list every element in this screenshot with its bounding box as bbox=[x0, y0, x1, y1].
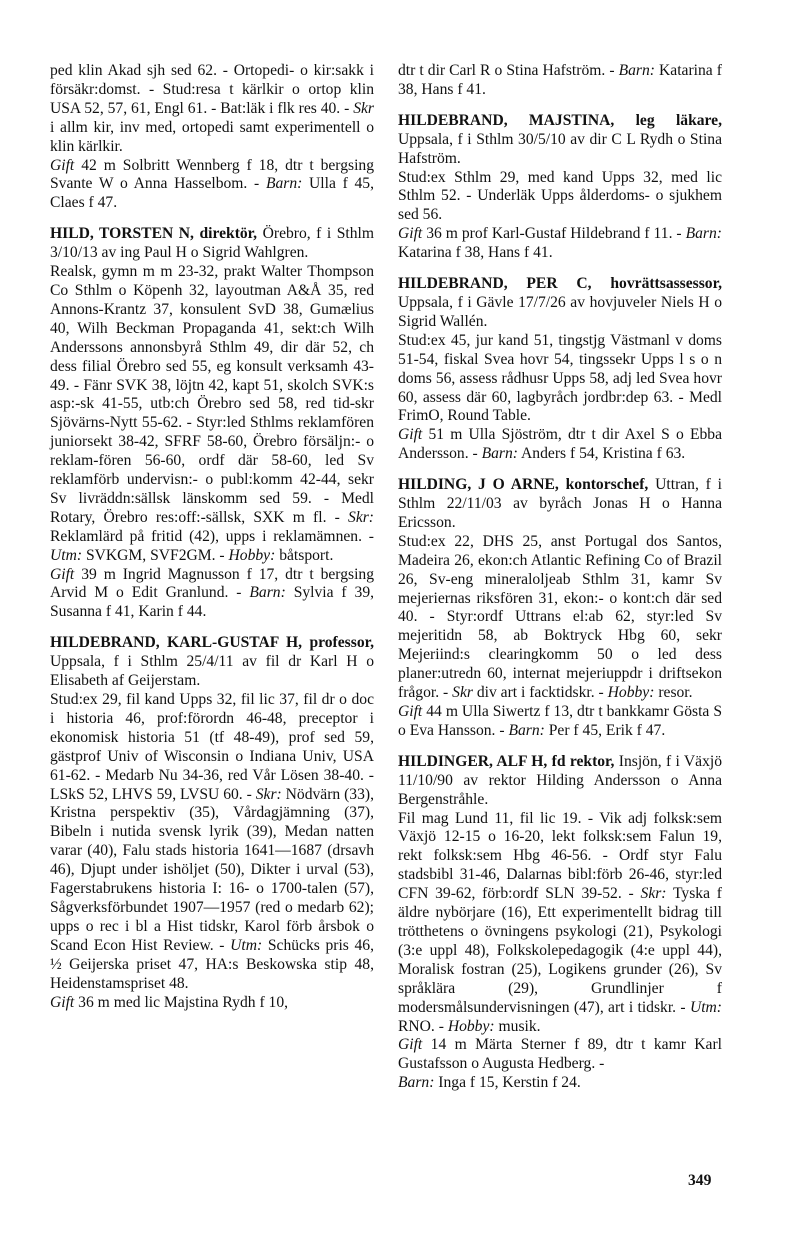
hobby-label: Hobby: bbox=[228, 546, 276, 564]
text-segment: ped klin Akad sjh sed 62. - Ortopedi- o kir:sakk i försäkr:domst. - Stud:resa t kärlkir o ortop klin USA 52, 57, 61, Engl 61. - Bat:läk i flk res 40. - bbox=[50, 62, 374, 117]
text-segment: båtsport. bbox=[279, 546, 334, 564]
text-segment: Stud:ex 29, fil kand Upps 32, fil lic 37, fil dr o doc i historia 46, prof:förordn 46-48, preceptor i ekonomisk historia 51 (tf 48-49), prof sed 59, gästprof Univ of Wisconsin o Indiana Univ, USA 61-62. - Medarb Nu 34-36, red Vår Lösen 38-40. - LSkS 52, LHVS 59, LVSU 60. - bbox=[50, 691, 374, 803]
entry-title: professor, bbox=[309, 634, 374, 652]
entry-title: kontorschef, bbox=[565, 476, 649, 494]
utm-label: Utm: bbox=[689, 998, 722, 1016]
entry-name: HILDING, J O ARNE, bbox=[398, 476, 559, 494]
text-segment: 36 m prof Karl-Gustaf Hildebrand f 11. - bbox=[426, 225, 682, 243]
hobby-label: Hobby: bbox=[607, 684, 655, 702]
entry-title: leg läkare, bbox=[635, 111, 722, 129]
entry-hildebrand-karl-gustaf bbox=[50, 634, 374, 1012]
entry-text bbox=[398, 753, 722, 1093]
gift-label: Gift bbox=[50, 565, 75, 583]
barn-label: Barn: bbox=[265, 175, 303, 193]
text-segment: Katarina f 38, Hans f 41. bbox=[398, 62, 722, 98]
entry-continuation-left bbox=[50, 62, 374, 213]
entry-name: HILDEBRAND, PER C, bbox=[398, 275, 592, 293]
skr-label: Skr bbox=[452, 684, 473, 702]
entry-hildinger-alf bbox=[398, 753, 722, 1093]
text-segment: Nödvärn (33), Kristna perspektiv (35), Vårdagjämning (37), Bibeln i nutida svensk lyrik (39), Medan natten varar (40), Falu stads historia 1641—1687 (drsavh 46), Djupt under ishöljet (50), Dikter i urval (53), Fagerstabrukens historia I: 16- o 1700-talen (57), Sågverksförbundet 1907—1957 (red o medarb 62); upps o rec i bl a Hist tidskr, Karol förb årsbok o Scand Econ Hist Review. - bbox=[50, 785, 374, 954]
entry-continuation-right bbox=[398, 62, 722, 100]
entry-name: HILDINGER, ALF H, bbox=[398, 752, 548, 770]
text-segment: Reklamlärd på fritid (42), upps i reklamämnen. - bbox=[50, 527, 374, 545]
text-segment: 44 m Ulla Siwertz f 13, dtr t bankkamr Gösta S o Eva Hansson. - bbox=[398, 703, 722, 739]
text-segment: RNO. - bbox=[398, 1017, 444, 1035]
gift-label: Gift bbox=[398, 703, 423, 720]
text-segment: Uppsala, f i Gävle 17/7/26 av hovjuveler Niels H o Sigrid Wallén. bbox=[398, 293, 722, 330]
barn-label: Barn: bbox=[481, 445, 518, 463]
text-segment: musik. bbox=[498, 1017, 541, 1035]
utm-label: Utm: bbox=[230, 936, 263, 954]
text-segment: Örebro, f i Sthlm 3/10/13 av ing Paul H o Sigrid Wahlgren. bbox=[50, 225, 375, 262]
entry-title: fd rektor, bbox=[551, 752, 615, 770]
hobby-label: Hobby: bbox=[447, 1017, 495, 1035]
text-segment: Sylvia f 39, Susanna f 41, Karin f 44. bbox=[50, 584, 375, 621]
barn-label: Barn: bbox=[249, 584, 286, 602]
text-segment: Realsk, gymn m m 23-32, prakt Walter Thompson Co Sthlm o Köpenh 32, layoutman A&Å 35, red Annons-Krantz 37, konsulent SvD 38, Gumælius 40, Wilh Beckman Propaganda 41, sekt:ch Wilh Anderssons annonsbyrå Sthlm 49, dir där 52, ch dess filial Örebro sed 55, eg konsult verksamh 43-49. - Fänr SVK 38, löjtn 42, kapt 51, skolch SVK:s asp:-sk 41-55, utb:ch Örebro sed 58, red tid-skr Sjövärns-Nytt 55-62. - Styr:led Sthlms reklamfören juniorsekt 38-42, SFRF 58-60, Örebro försäljn:- o reklam-fören 56-60, ordf där 58-60, led Sv reklamförb undervisn:- o publ:komm 42-44, sekr Sv livräddn:sällsk länskomm sed 59. - Medl Rotary, Örebro res:off:-sällsk, SXK m fl. - bbox=[50, 263, 374, 526]
text-segment: 51 m Ulla Sjöström, dtr t dir Axel S o Ebba Andersson. - bbox=[398, 426, 722, 463]
entry-hildebrand-per bbox=[398, 275, 722, 464]
gift-label: Gift bbox=[50, 993, 75, 1011]
entry-text bbox=[398, 476, 722, 741]
text-segment: 42 m Solbritt Wennberg f 18, dtr t bergsing Svante W o Anna Hasselbom. - bbox=[50, 156, 374, 193]
entry-title: hovrättsassessor, bbox=[610, 275, 722, 293]
entry-hilding-arne bbox=[398, 476, 722, 741]
entry-hild-torsten bbox=[50, 225, 374, 622]
text-segment: SVKGM, SVF2GM. - bbox=[85, 546, 225, 564]
utm-label: Utm: bbox=[50, 546, 83, 564]
text-segment: 14 m Märta Sterner f 89, dtr t kamr Karl Gustafsson o Augusta Hedberg. - bbox=[398, 1036, 722, 1073]
entry-text bbox=[398, 275, 722, 464]
gift-label: Gift bbox=[398, 1036, 423, 1054]
barn-label: Barn: bbox=[508, 721, 545, 739]
skr-label: Skr bbox=[353, 99, 374, 117]
entry-text bbox=[50, 225, 374, 622]
text-segment: Ulla f 45, Claes f 47. bbox=[50, 175, 374, 212]
entry-name: HILDEBRAND, KARL-GUSTAF H, bbox=[50, 634, 303, 652]
right-column bbox=[398, 62, 722, 1105]
text-segment: resor. bbox=[658, 684, 693, 702]
text-segment: Stud:ex 22, DHS 25, anst Portugal dos Santos, Madeira 26, ekon:ch Atlantic Refining Co of Brazil 26, Sv-eng mineraloljeab Sthlm 31, kamr Sv mejeriernas riksfören 31, ekon:- o kont:ch där sed 40. - Styr:ordf Uttrans el:ab 62, styr:led Sv mejeritidn 58, ab Boktryck Hbg 60, sekr Mejeriind:s clearingkomm 50 o led dess planer:utredn 60, internat mejeriuppdr i driftsekon frågor. - bbox=[398, 532, 722, 702]
gift-label: Gift bbox=[398, 426, 423, 444]
text-segment: Uppsala, f i Sthlm 25/4/11 av fil dr Karl H o Elisabeth af Geijerstam. bbox=[50, 653, 374, 690]
text-segment: dtr t dir Carl R o Stina Hafström. - bbox=[398, 62, 615, 79]
text-segment: Fil mag Lund 11, fil lic 19. - Vik adj folksk:sem Växjö 12-15 o 16-20, lekt folksk:sem Falun 19, rekt folksk:sem Hbg 46-56. - Ordf styr Falu stadsbibl 31-46, Dalarnas bibl:förb 26-46, styr:led CFN 39-62, förb:ordf SLN 39-52. - bbox=[398, 809, 722, 903]
text-segment: Inga f 15, Kerstin f 24. bbox=[438, 1074, 581, 1092]
entry-name: HILD, TORSTEN N, bbox=[50, 225, 194, 243]
text-segment: 36 m med lic Majstina Rydh f 10, bbox=[78, 993, 289, 1011]
text-segment: Stud:ex 45, jur kand 51, tingstjg Västmanl v doms 51-54, fiskal Svea hovr 54, tingssekr Upps l s o n doms 56, assess rådhusr Upps 58, adj led Svea hovr 60, assess där 60, lagbyråch jordbr:dep 63. - Medl FrimO, Round Table. bbox=[398, 331, 722, 425]
text-segment: Insjön, f i Växjö 11/10/90 av rektor Hilding Andersson o Anna Bergenstråhle. bbox=[398, 752, 722, 808]
text-segment: Tyska f äldre nybörjare (16), Ett experimentellt bidrag till trötthetens o övningens psykologi (21), Psykologi (3:e uppl 48), Folkskolepedagogik (4:e uppl 44), Moralisk fostran (25), Logikens grunder (26), Sv språklära (29), Grundlinjer f modersmålsundervisningen (47), art i tidskr. - bbox=[398, 885, 722, 1016]
text-segment: 39 m Ingrid Magnusson f 17, dtr t bergsing Arvid M o Edit Granlund. - bbox=[50, 565, 374, 602]
text-segment: Schücks pris 46, ½ Geijerska priset 47, HA:s Beskowska stip 48, Heidenstamspriset 48. bbox=[50, 936, 375, 992]
barn-label: Barn: bbox=[685, 225, 722, 243]
text-segment: Anders f 54, Kristina f 63. bbox=[521, 445, 686, 463]
page-number: 349 bbox=[688, 1172, 712, 1189]
left-column bbox=[50, 62, 374, 1024]
text-segment: Stud:ex Sthlm 29, med kand Upps 32, med lic Sthlm 52. - Underläk Upps ålderdoms- o sjukhem sed 56. bbox=[398, 168, 722, 224]
entry-text bbox=[50, 62, 374, 213]
entry-hildebrand-majstina bbox=[398, 112, 722, 263]
entry-text bbox=[398, 62, 722, 100]
gift-label: Gift bbox=[50, 156, 75, 174]
skr-label: Skr: bbox=[255, 785, 282, 803]
entry-text bbox=[50, 634, 374, 1012]
skr-label: Skr: bbox=[640, 885, 667, 903]
barn-label: Barn: bbox=[618, 62, 655, 79]
entry-text bbox=[398, 112, 722, 263]
text-segment: div art i facktidskr. - bbox=[476, 684, 604, 702]
gift-label: Gift bbox=[398, 225, 423, 243]
entry-name: HILDEBRAND, MAJSTINA, bbox=[398, 111, 615, 129]
text-segment: Katarina f 38, Hans f 41. bbox=[398, 244, 553, 262]
entry-title: direktör, bbox=[199, 225, 258, 243]
text-segment: Per f 45, Erik f 47. bbox=[548, 721, 666, 739]
text-segment: i allm kir, inv med, ortopedi samt experimentell o klin kärlkir. bbox=[50, 118, 374, 155]
skr-label: Skr: bbox=[348, 508, 374, 526]
barn-label: Barn: bbox=[398, 1074, 435, 1092]
text-segment: Uppsala, f i Sthlm 30/5/10 av dir C L Rydh o Stina Hafström. bbox=[398, 130, 722, 167]
text-segment: Uttran, f i Sthlm 22/11/03 av byråch Jonas H o Hanna Ericsson. bbox=[398, 476, 723, 531]
